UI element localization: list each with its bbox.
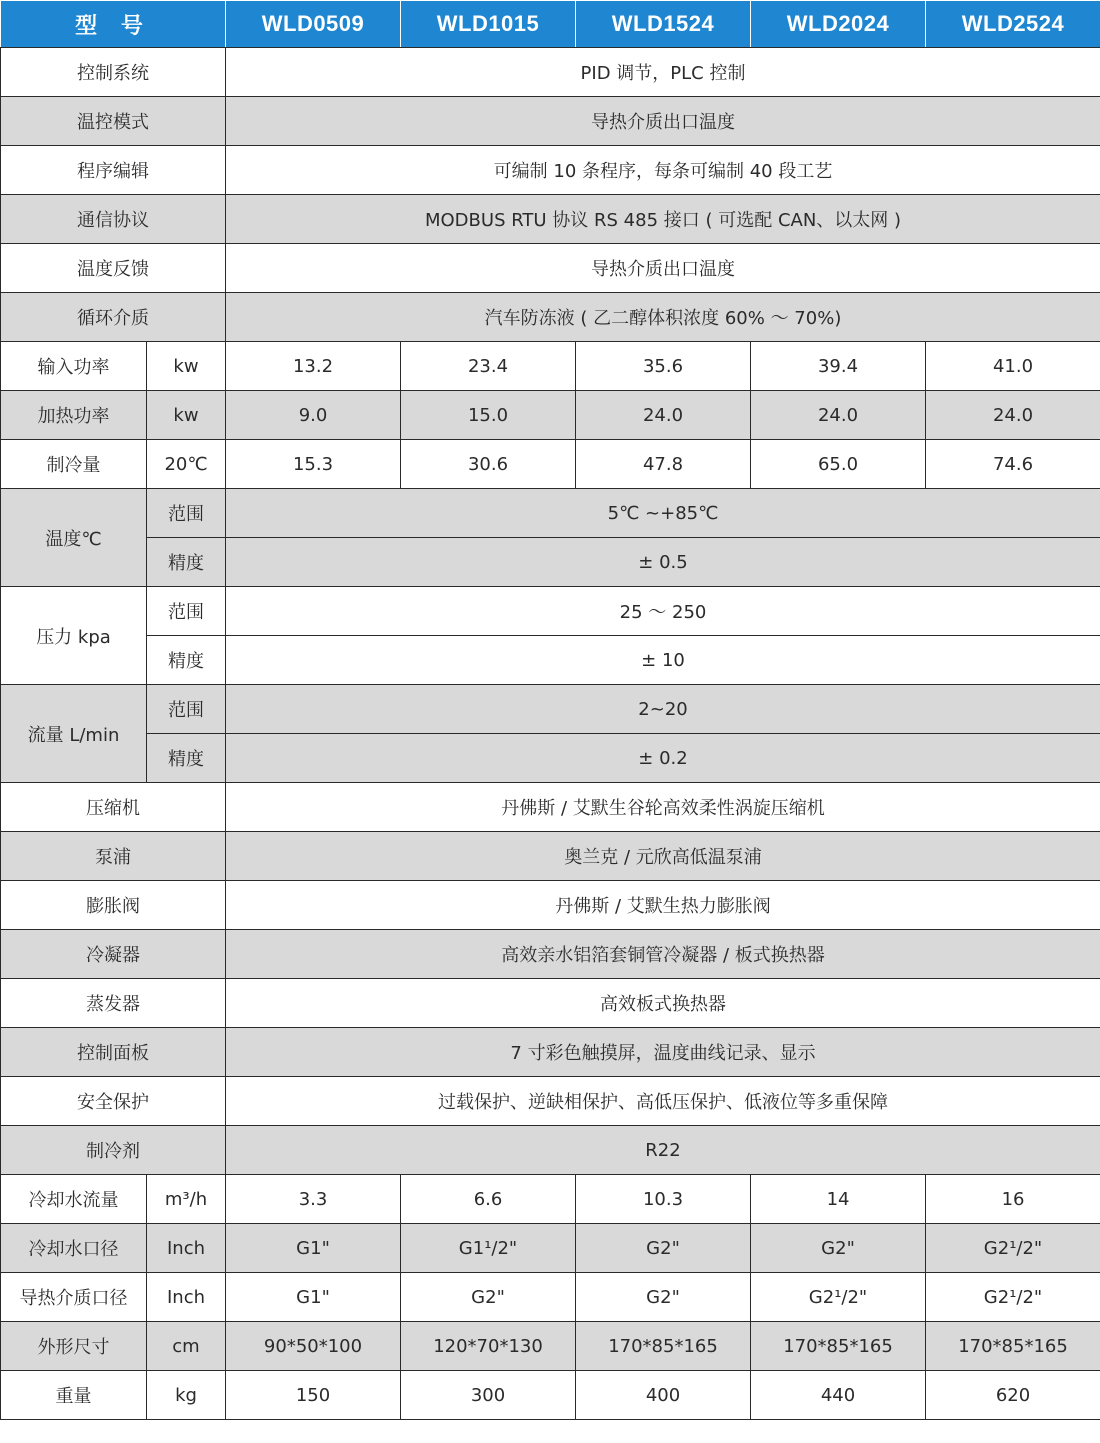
cell-value: 6.6 — [401, 1175, 576, 1224]
row-label: 通信协议 — [1, 195, 226, 244]
row-weight — [1, 1371, 1100, 1420]
model-header: WLD1524 — [576, 1, 751, 48]
row-temperature-range — [1, 489, 1100, 538]
cell-value: 620 — [926, 1371, 1100, 1420]
cell-value: 13.2 — [226, 342, 401, 391]
cell-value: 170*85*165 — [751, 1322, 926, 1371]
row-comm-protocol — [1, 195, 1100, 244]
row-unit: 20℃ — [147, 440, 226, 489]
row-label: 外形尺寸 — [1, 1322, 147, 1371]
row-value: 导热介质出口温度 — [226, 244, 1100, 293]
row-unit: kg — [147, 1371, 226, 1420]
model-header: WLD1015 — [401, 1, 576, 48]
row-unit: kw — [147, 342, 226, 391]
row-label: 泵浦 — [1, 832, 226, 881]
row-control-panel — [1, 1028, 1100, 1077]
row-label: 温控模式 — [1, 97, 226, 146]
row-circ-medium — [1, 293, 1100, 342]
cell-value: 9.0 — [226, 391, 401, 440]
row-sublabel: 范围 — [147, 489, 226, 538]
cell-value: 35.6 — [576, 342, 751, 391]
row-temp-feedback — [1, 244, 1100, 293]
row-pump — [1, 832, 1100, 881]
row-value: 奥兰克 / 元欣高低温泵浦 — [226, 832, 1100, 881]
row-sublabel: 范围 — [147, 587, 226, 636]
row-label: 控制系统 — [1, 48, 226, 97]
row-label: 蒸发器 — [1, 979, 226, 1028]
cell-value: G2" — [751, 1224, 926, 1273]
cell-value: 170*85*165 — [576, 1322, 751, 1371]
row-label: 制冷量 — [1, 440, 147, 489]
row-label: 安全保护 — [1, 1077, 226, 1126]
cell-value: 15.3 — [226, 440, 401, 489]
row-label: 流量 L/min — [1, 685, 147, 783]
cell-value: 10.3 — [576, 1175, 751, 1224]
row-unit: Inch — [147, 1273, 226, 1322]
row-label: 重量 — [1, 1371, 147, 1420]
row-unit: cm — [147, 1322, 226, 1371]
row-heating-power — [1, 391, 1100, 440]
row-label: 膨胀阀 — [1, 881, 226, 930]
row-value: ± 0.2 — [226, 734, 1100, 783]
row-label: 制冷剂 — [1, 1126, 226, 1175]
row-label: 温度反馈 — [1, 244, 226, 293]
row-value: ± 0.5 — [226, 538, 1100, 587]
row-label: 冷却水流量 — [1, 1175, 147, 1224]
row-value: 2~20 — [226, 685, 1100, 734]
row-value: ± 10 — [226, 636, 1100, 685]
row-pressure-range — [1, 587, 1100, 636]
model-header: WLD2024 — [751, 1, 926, 48]
cell-value: G2" — [576, 1224, 751, 1273]
cell-value: G2" — [576, 1273, 751, 1322]
cell-value: 90*50*100 — [226, 1322, 401, 1371]
cell-value: 47.8 — [576, 440, 751, 489]
row-sublabel: 精度 — [147, 636, 226, 685]
cell-value: G1" — [226, 1224, 401, 1273]
row-medium-diameter — [1, 1273, 1100, 1322]
row-label: 控制面板 — [1, 1028, 226, 1077]
row-pressure-precision — [1, 636, 1100, 685]
model-header-label: 型 号 — [1, 1, 226, 48]
cell-value: 300 — [401, 1371, 576, 1420]
header-row — [1, 1, 1100, 48]
model-header: WLD2524 — [926, 1, 1100, 48]
row-label: 加热功率 — [1, 391, 147, 440]
row-cooling-water-flow — [1, 1175, 1100, 1224]
row-value: 丹佛斯 / 艾默生谷轮高效柔性涡旋压缩机 — [226, 783, 1100, 832]
cell-value: 30.6 — [401, 440, 576, 489]
cell-value: G1" — [226, 1273, 401, 1322]
row-cooling-water-diameter — [1, 1224, 1100, 1273]
cell-value: 3.3 — [226, 1175, 401, 1224]
model-header: WLD0509 — [226, 1, 401, 48]
cell-value: G2" — [401, 1273, 576, 1322]
row-dimensions — [1, 1322, 1100, 1371]
row-flow-precision — [1, 734, 1100, 783]
cell-value: 15.0 — [401, 391, 576, 440]
cell-value: 65.0 — [751, 440, 926, 489]
row-label: 温度℃ — [1, 489, 147, 587]
row-safety — [1, 1077, 1100, 1126]
cell-value: 23.4 — [401, 342, 576, 391]
row-input-power — [1, 342, 1100, 391]
row-unit: m³/h — [147, 1175, 226, 1224]
cell-value: 440 — [751, 1371, 926, 1420]
cell-value: 120*70*130 — [401, 1322, 576, 1371]
row-refrigerant — [1, 1126, 1100, 1175]
cell-value: 74.6 — [926, 440, 1100, 489]
cell-value: 400 — [576, 1371, 751, 1420]
cell-value: 39.4 — [751, 342, 926, 391]
row-label: 压力 kpa — [1, 587, 147, 685]
row-value: 高效亲水铝箔套铜管冷凝器 / 板式换热器 — [226, 930, 1100, 979]
row-label: 压缩机 — [1, 783, 226, 832]
row-sublabel: 范围 — [147, 685, 226, 734]
row-sublabel: 精度 — [147, 734, 226, 783]
row-temp-mode — [1, 97, 1100, 146]
row-unit: Inch — [147, 1224, 226, 1273]
row-label: 程序编辑 — [1, 146, 226, 195]
row-label: 导热介质口径 — [1, 1273, 147, 1322]
row-temperature-precision — [1, 538, 1100, 587]
cell-value: 16 — [926, 1175, 1100, 1224]
row-value: 高效板式换热器 — [226, 979, 1100, 1028]
row-value: 汽车防冻液 ( 乙二醇体积浓度 60% ～ 70%) — [226, 293, 1100, 342]
row-value: R22 — [226, 1126, 1100, 1175]
row-condenser — [1, 930, 1100, 979]
row-control-system — [1, 48, 1100, 97]
row-unit: kw — [147, 391, 226, 440]
cell-value: G2¹/2" — [926, 1273, 1100, 1322]
row-value: 可编制 10 条程序，每条可编制 40 段工艺 — [226, 146, 1100, 195]
cell-value: 24.0 — [926, 391, 1100, 440]
row-program-edit — [1, 146, 1100, 195]
row-value: 7 寸彩色触摸屏，温度曲线记录、显示 — [226, 1028, 1100, 1077]
row-label: 循环介质 — [1, 293, 226, 342]
row-evaporator — [1, 979, 1100, 1028]
cell-value: 170*85*165 — [926, 1322, 1100, 1371]
cell-value: G2¹/2" — [926, 1224, 1100, 1273]
row-label: 冷凝器 — [1, 930, 226, 979]
cell-value: G2¹/2" — [751, 1273, 926, 1322]
row-flow-range — [1, 685, 1100, 734]
row-value: 过载保护、逆缺相保护、高低压保护、低液位等多重保障 — [226, 1077, 1100, 1126]
cell-value: 14 — [751, 1175, 926, 1224]
row-value: 导热介质出口温度 — [226, 97, 1100, 146]
row-sublabel: 精度 — [147, 538, 226, 587]
cell-value: 41.0 — [926, 342, 1100, 391]
row-label: 输入功率 — [1, 342, 147, 391]
row-compressor — [1, 783, 1100, 832]
row-value: 5℃ ~+85℃ — [226, 489, 1100, 538]
row-expansion-valve — [1, 881, 1100, 930]
row-value: PID 调节，PLC 控制 — [226, 48, 1100, 97]
cell-value: 24.0 — [751, 391, 926, 440]
cell-value: 24.0 — [576, 391, 751, 440]
row-value: 丹佛斯 / 艾默生热力膨胀阀 — [226, 881, 1100, 930]
row-value: 25 ～ 250 — [226, 587, 1100, 636]
row-value: MODBUS RTU 协议 RS 485 接口 ( 可选配 CAN、以太网 ) — [226, 195, 1100, 244]
cell-value: G1¹/2" — [401, 1224, 576, 1273]
row-cooling-capacity — [1, 440, 1100, 489]
row-label: 冷却水口径 — [1, 1224, 147, 1273]
cell-value: 150 — [226, 1371, 401, 1420]
